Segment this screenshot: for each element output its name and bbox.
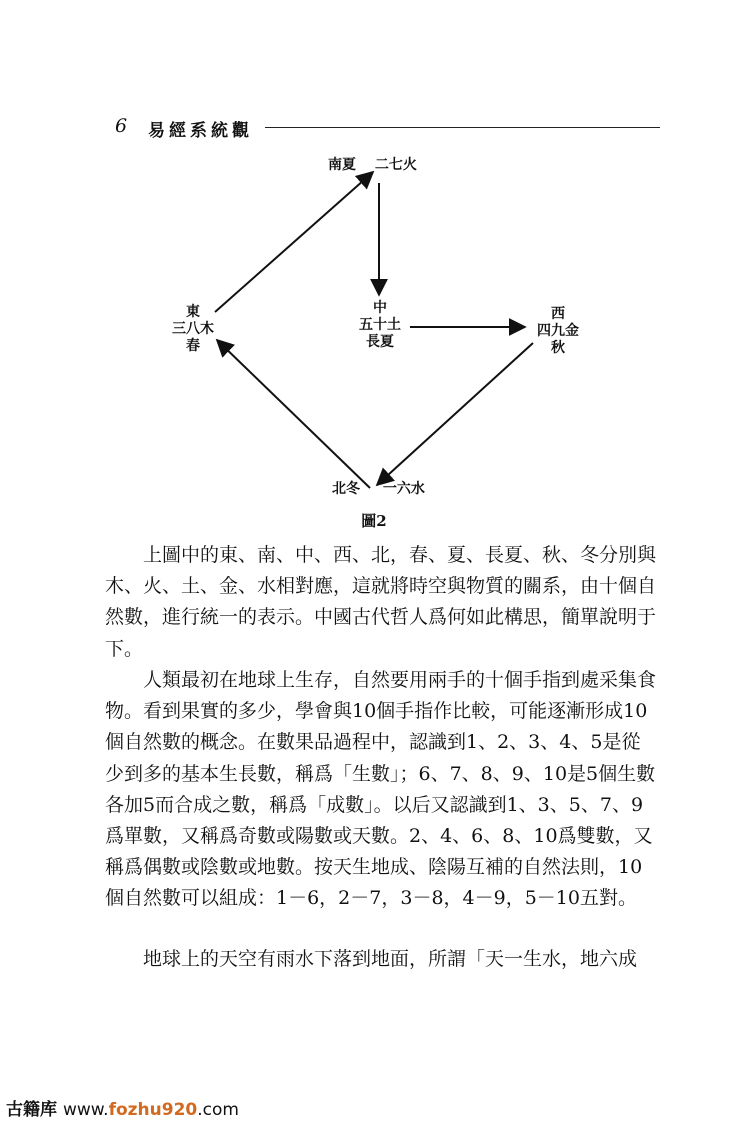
north-element: 一六水: [382, 481, 425, 497]
footer-url-prefix: www.: [63, 1100, 109, 1120]
south-element: 二七火: [374, 157, 417, 173]
north-direction: 北冬: [332, 481, 360, 497]
center-direction: 中: [373, 300, 387, 316]
center-element: 五十土: [359, 317, 401, 333]
east-label: [172, 304, 214, 355]
arrow-north-to-east: [217, 340, 370, 488]
footer-site-name: 古籍库: [6, 1100, 57, 1120]
paragraph-1: 上圖中的東、南、中、西、北，春、夏、長夏、秋、冬分別與木、火、土、金、水相對應，這就將時空與物質的關系，由十個自然數，進行統一的表示。中國古代哲人爲何如此構思，簡單說明于下。: [105, 544, 657, 660]
west-direction: 西: [551, 306, 565, 322]
east-element: 三八木: [172, 321, 214, 337]
west-element: 四九金: [537, 323, 579, 339]
five-elements-diagram: [0, 0, 747, 540]
page-number: 6: [115, 115, 128, 137]
south-direction: 南夏: [328, 157, 356, 173]
east-season: 春: [186, 338, 200, 354]
arrow-west-to-north: [377, 343, 533, 485]
footer-url-suffix: .com: [197, 1100, 239, 1120]
south-label: [328, 157, 417, 174]
center-season: 長夏: [366, 334, 394, 350]
paragraph-3: 地球上的天空有雨水下落到地面，所謂「天一生水，地六成: [143, 948, 638, 970]
arrow-east-to-south: [215, 172, 373, 312]
figure-caption: 圖2: [361, 512, 387, 530]
center-label: [356, 300, 404, 351]
footer-url-mid: fozhu920: [108, 1100, 198, 1120]
paragraph-2: 人類最初在地球上生存，自然要用兩手的十個手指到處采集食物。看到果實的多少，學會與10個手指作比較，可能逐漸形成10個自然數的概念。在數果品過程中，認識到1、2、3、4、5是從少到多的基本生長數，稱爲「生數」；6、7、8、9、10是5個生數各加5而合成之數，稱爲「成數」。以后又認識到1、3、5、7、9爲單數，又稱爲奇數或陽數或天數。2、4、6、8、10爲雙數，又稱爲偶數或陰數或地數。按天生地成、陰陽互補的自然法則，10個自然數可以組成：1－6，2－7，3－8，4－9，5－10五對。: [105, 669, 657, 910]
west-season: 秋: [551, 340, 565, 356]
north-label: [332, 481, 425, 498]
footer-watermark: [6, 1095, 239, 1120]
east-direction: 東: [186, 304, 200, 320]
west-label: [534, 306, 582, 357]
book-title: 易經系統觀: [148, 121, 253, 141]
